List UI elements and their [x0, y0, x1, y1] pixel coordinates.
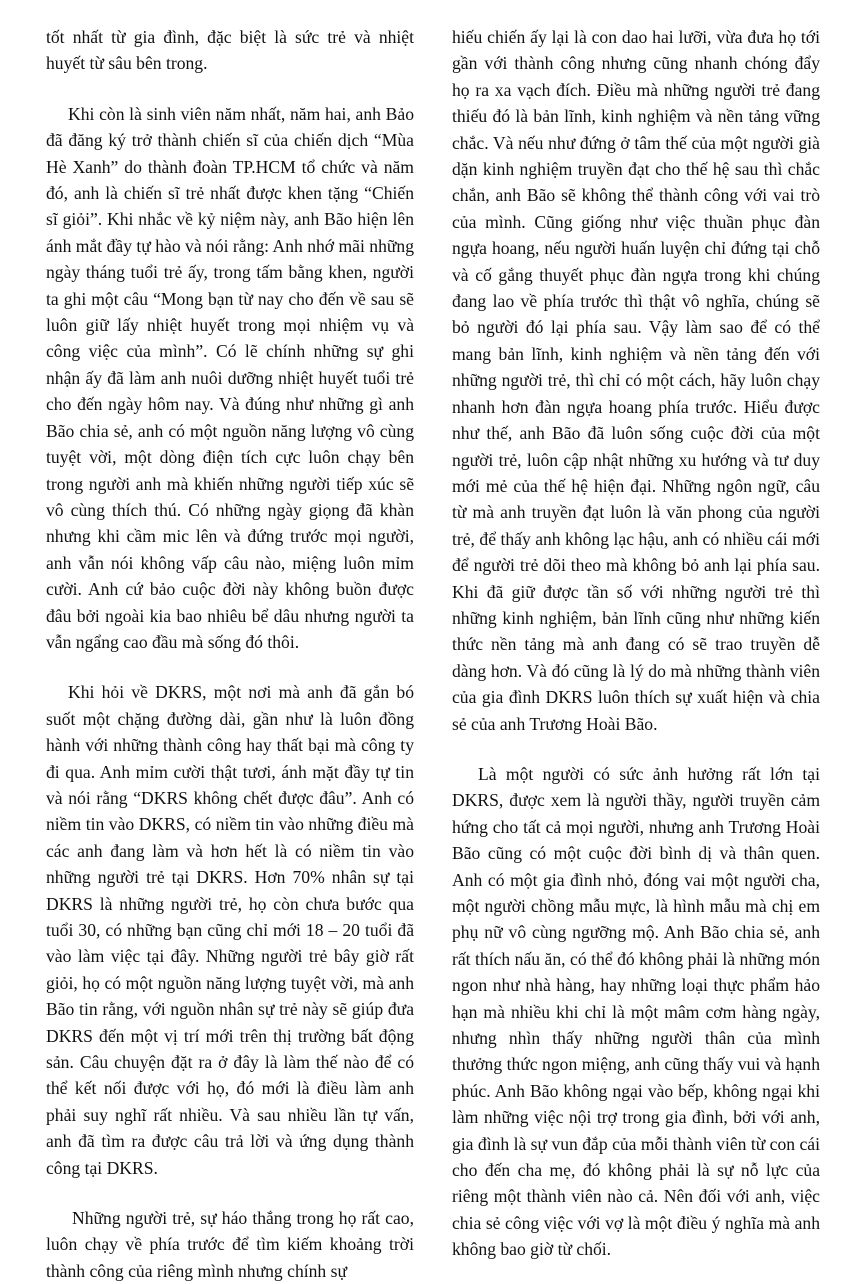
- paragraph-experience: hiếu chiến ấy lại là con dao hai lưỡi, vừa đưa họ tới gần với thành công nhưng cũng nhanh chóng đẩy họ ra xa vạch đích. Điều mà những người trẻ đang thiếu đó là bản lĩnh, kinh nghiệm và nền tảng vững chắc. Và nếu như đứng ở tâm thế của một người già dặn kinh nghiệm truyền đạt cho thế hệ sau thì chắc chắn, anh Bão sẽ không thể thành công với vai trò của mình. Cũng giống như việc thuần phục đàn ngựa hoang, nếu người huấn luyện chỉ đứng tại chỗ và cố gắng thuyết phục đàn ngựa trong khi chúng đang lao về phía trước thì thật vô nghĩa, chúng sẽ bỏ người đó lại phía sau. Vậy làm sao để có thể mang bản lĩnh, kinh nghiệm và nền tảng đến với những người trẻ, thì chỉ có một cách, hãy luôn chạy nhanh hơn đàn ngựa hoang phía trước. Hiểu được như thế, anh Bão đã luôn sống cuộc đời của một người trẻ, luôn cập nhật những xu hướng và tư duy mới mẻ của thế hệ hiện đại. Những ngôn ngữ, câu từ mà anh truyền đạt luôn là văn phong của người trẻ, để thấy anh không lạc hậu, anh có nhiều cái mới để người trẻ dõi theo mà không bỏ anh lại phía sau. Khi đã giữ được tần số với những người trẻ thì những kinh nghiệm, bản lĩnh cũng như những kiến thức nền tảng mà anh đang có sẽ trao truyền dễ dàng hơn. Và đó cũng là lý do mà những thành viên của gia đình DKRS luôn thích sự xuất hiện và chia sẻ của anh Trương Hoài Bão.: [452, 27, 820, 734]
- right-column: [452, 24, 820, 1263]
- paragraph-continuation: tốt nhất từ gia đình, đặc biệt là sức trẻ và nhiệt huyết từ sâu bên trong.: [46, 27, 414, 74]
- paragraph-dkrs-belief: Khi hỏi về DKRS, một nơi mà anh đã gắn bó suốt một chặng đường dài, gần như là luôn đồng hành với những thành công hay thất bại mà công ty đi qua. Anh mỉm cười thật tươi, ánh mặt đầy tự tin và nói rằng “DKRS không chết được đâu”. Anh có niềm tin vào DKRS, có niềm tin vào những điều mà các anh đang làm và hơn hết là có niềm tin vào những người trẻ tại DKRS. Hơn 70% nhân sự tại DKRS là những người trẻ, họ còn chưa bước qua tuổi 30, có những bạn cũng chỉ mới 18 – 20 tuổi đã vào làm việc tại đây. Những người trẻ bây giờ rất giỏi, họ có một nguồn năng lượng tuyệt vời, mà anh Bão tin rằng, với nguồn nhân sự trẻ này sẽ giúp đưa DKRS đến một vị trí mới trên thị trường bất động sản. Câu chuyện đặt ra ở đây là làm thế nào để có thể kết nối được với họ, đó mới là điều làm anh phải suy nghĩ rất nhiều. Và sau nhiều lần tự vấn, anh đã tìm ra được câu trả lời và ứng dụng thành công tại DKRS.: [46, 682, 414, 1178]
- left-column: [46, 24, 414, 1284]
- paragraph-young-people: Những người trẻ, sự háo thắng trong họ rất cao, luôn chạy về phía trước để tìm kiếm khoảng trời thành công của riêng mình nhưng chính sự: [46, 1208, 414, 1281]
- paragraph-student-years: Khi còn là sinh viên năm nhất, năm hai, anh Bảo đã đăng ký trở thành chiến sĩ của chiến dịch “Mùa Hè Xanh” do thành đoàn TP.HCM tổ chức và năm đó, anh là chiến sĩ trẻ nhất được khen tặng “Chiến sĩ giỏi”. Khi nhắc về kỷ niệm này, anh Bão hiện lên ánh mắt đầy tự hào và nói rằng: Anh nhớ mãi những ngày tháng tuổi trẻ ấy, trong tấm bằng khen, người ta ghi một câu “Mong bạn từ nay cho đến về sau sẽ luôn giữ lấy nhiệt huyết trong mọi nhiệm vụ và công việc của mình”. Có lẽ chính những sự ghi nhận ấy đã làm anh nuôi dưỡng nhiệt huyết tuổi trẻ cho đến ngày hôm nay. Và đúng như những gì anh Bão chia sẻ, anh có một nguồn năng lượng vô cùng tuyệt vời, một dòng điện tích cực luôn chạy bên trong người anh mà khiến những người tiếp xúc sẽ vô cùng thích thú. Có những ngày giọng đã khàn nhưng khi cầm mic lên và đứng trước mọi người, anh vẫn nói không vấp câu nào, miệng luôn mỉm cười. Anh cứ bảo cuộc đời này không buồn được đâu bởi ngoài kia bao nhiêu bể dâu nhưng người ta vẫn ngẩng cao đầu mà sống đó thôi.: [46, 103, 414, 652]
- paragraph-family-life: Là một người có sức ảnh hưởng rất lớn tại DKRS, được xem là người thầy, người truyền cảm hứng cho tất cả mọi người, nhưng anh Trương Hoài Bão cũng có một cuộc đời bình dị và thân quen. Anh có một gia đình nhỏ, đóng vai một người cha, một người chồng mẫu mực, là hình mẫu mà chị em phụ nữ vô cùng ngưỡng mộ. Anh Bão chia sẻ, anh rất thích nấu ăn, có thể đó không phải là những món ngon như nhà hàng, hay những loại thực phẩm hảo hạn mà nhiều khi chỉ là một mâm cơm hàng ngày, nhưng nhìn thấy những người thân của mình thưởng thức ngon miệng, anh cũng thấy vui và hạnh phúc. Anh Bão không ngại vào bếp, không ngại khi làm những việc nội trợ trong gia đình, bởi với anh, gia đình là sự vun đắp của mỗi thành viên từ con cái cho đến cha mẹ, đó không phải là sự nỗ lực của riêng một thành viên nào cả. Nên đối với anh, việc chia sẻ công việc với vợ là một điều ý nghĩa mà anh không bao giờ từ chối.: [452, 763, 820, 1260]
